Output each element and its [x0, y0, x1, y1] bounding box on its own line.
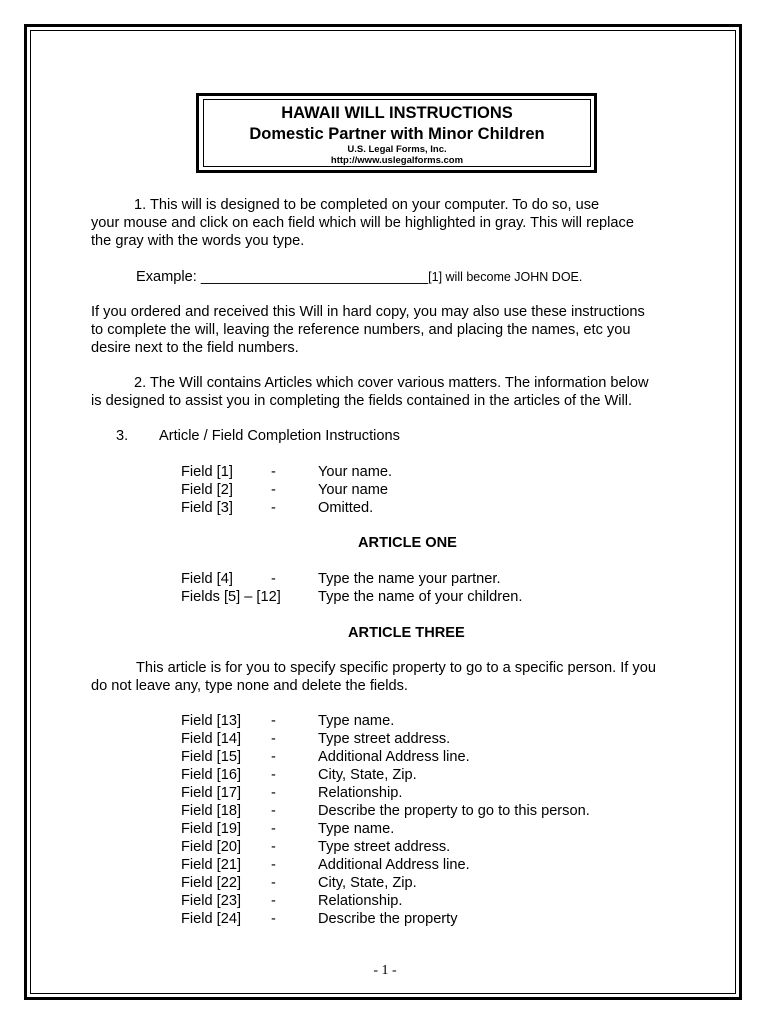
- field-row: [0, 766, 770, 784]
- document-subtitle: Domestic Partner with Minor Children: [249, 125, 545, 143]
- para3-line1: 2. The Will contains Articles which cover various matters. The information below: [134, 375, 649, 391]
- company-name: U.S. Legal Forms, Inc.: [347, 144, 447, 155]
- field-desc: Additional Address line.: [318, 857, 470, 873]
- field-row: [0, 712, 770, 730]
- field-label: Field [16]: [181, 767, 242, 783]
- section3-heading: Article / Field Completion Instructions: [159, 428, 400, 444]
- field-row: [0, 784, 770, 802]
- field-row: [0, 730, 770, 748]
- field-label: Field [17]: [181, 785, 242, 801]
- field-row: [0, 892, 770, 910]
- para2-line3: desire next to the field numbers.: [91, 340, 299, 356]
- field-dash: -: [271, 785, 276, 801]
- field-desc: Describe the property to go to this person.: [318, 803, 590, 819]
- field-dash: -: [271, 875, 276, 891]
- field-label: Fields [5] – [12]: [181, 589, 281, 605]
- field-label: Field [21]: [181, 857, 242, 873]
- field-desc: Type the name of your children.: [318, 589, 523, 605]
- field-dash: -: [271, 713, 276, 729]
- field-row: [0, 802, 770, 820]
- para1-line2: your mouse and click on each field which will be highlighted in gray. This will replace: [91, 215, 634, 231]
- field-row: [0, 856, 770, 874]
- page-number: - 1 -: [373, 963, 397, 978]
- para3-line2: is designed to assist you in completing the fields contained in the articles of the Will.: [91, 393, 633, 409]
- field-dash: -: [271, 482, 276, 498]
- field-dash: -: [271, 731, 276, 747]
- field-label: Field [24]: [181, 911, 242, 927]
- field-dash: -: [271, 571, 276, 587]
- field-row: [0, 838, 770, 856]
- field-desc: Your name.: [318, 464, 393, 480]
- article-one-heading: ARTICLE ONE: [358, 535, 457, 551]
- para1-line3: the gray with the words you type.: [91, 233, 305, 249]
- field-row: [0, 874, 770, 892]
- field-label: Field [23]: [181, 893, 242, 909]
- example-label: Example: ____________________________: [136, 269, 429, 285]
- para2-line1: If you ordered and received this Will in hard copy, you may also use these instructions: [91, 304, 645, 320]
- article-three-heading: ARTICLE THREE: [348, 625, 465, 641]
- field-label: Field [15]: [181, 749, 242, 765]
- field-desc: City, State, Zip.: [318, 767, 417, 783]
- field-desc: Type name.: [318, 821, 395, 837]
- field-desc: Type street address.: [318, 731, 451, 747]
- field-label: Field [14]: [181, 731, 242, 747]
- field-row: [0, 570, 770, 588]
- field-desc: Type name.: [318, 713, 395, 729]
- field-row: [0, 588, 770, 606]
- field-label: Field [3]: [181, 500, 233, 516]
- field-label: Field [22]: [181, 875, 242, 891]
- field-desc: Type street address.: [318, 839, 451, 855]
- field-label: Field [1]: [181, 464, 233, 480]
- article-three-intro-line1: This article is for you to specify specific property to go to a specific person. If you: [136, 660, 656, 676]
- field-row: [0, 463, 770, 481]
- para1-line1: 1. This will is designed to be completed on your computer. To do so, use: [134, 197, 600, 213]
- example-suffix: [1] will become JOHN DOE.: [428, 270, 583, 284]
- example-line: [136, 268, 582, 286]
- field-dash: -: [271, 857, 276, 873]
- field-label: Field [13]: [181, 713, 242, 729]
- section3-number: 3.: [116, 428, 129, 444]
- field-dash: -: [271, 749, 276, 765]
- field-desc: Your name: [318, 482, 389, 498]
- article-three-intro-line2: do not leave any, type none and delete the fields.: [91, 678, 408, 694]
- field-dash: -: [271, 893, 276, 909]
- document-title: HAWAII WILL INSTRUCTIONS: [281, 104, 513, 122]
- field-row: [0, 748, 770, 766]
- field-label: Field [20]: [181, 839, 242, 855]
- field-desc: Omitted.: [318, 500, 374, 516]
- field-dash: -: [271, 767, 276, 783]
- field-desc: City, State, Zip.: [318, 875, 417, 891]
- company-url: http://www.uslegalforms.com: [330, 155, 464, 166]
- field-desc: Relationship.: [318, 893, 403, 909]
- field-label: Field [2]: [181, 482, 233, 498]
- field-row: [0, 910, 770, 928]
- field-dash: -: [271, 821, 276, 837]
- para2-line2: to complete the will, leaving the reference numbers, and placing the names, etc you: [91, 322, 631, 338]
- field-dash: -: [271, 803, 276, 819]
- field-desc: Relationship.: [318, 785, 403, 801]
- field-dash: -: [271, 500, 276, 516]
- field-desc: Additional Address line.: [318, 749, 470, 765]
- field-row: [0, 820, 770, 838]
- field-row: [0, 499, 770, 517]
- field-dash: -: [271, 464, 276, 480]
- field-desc: Type the name your partner.: [318, 571, 501, 587]
- field-row: [0, 481, 770, 499]
- field-label: Field [18]: [181, 803, 242, 819]
- field-label: Field [4]: [181, 571, 233, 587]
- field-dash: -: [271, 911, 276, 927]
- field-dash: -: [271, 839, 276, 855]
- field-desc: Describe the property: [318, 911, 458, 927]
- field-label: Field [19]: [181, 821, 242, 837]
